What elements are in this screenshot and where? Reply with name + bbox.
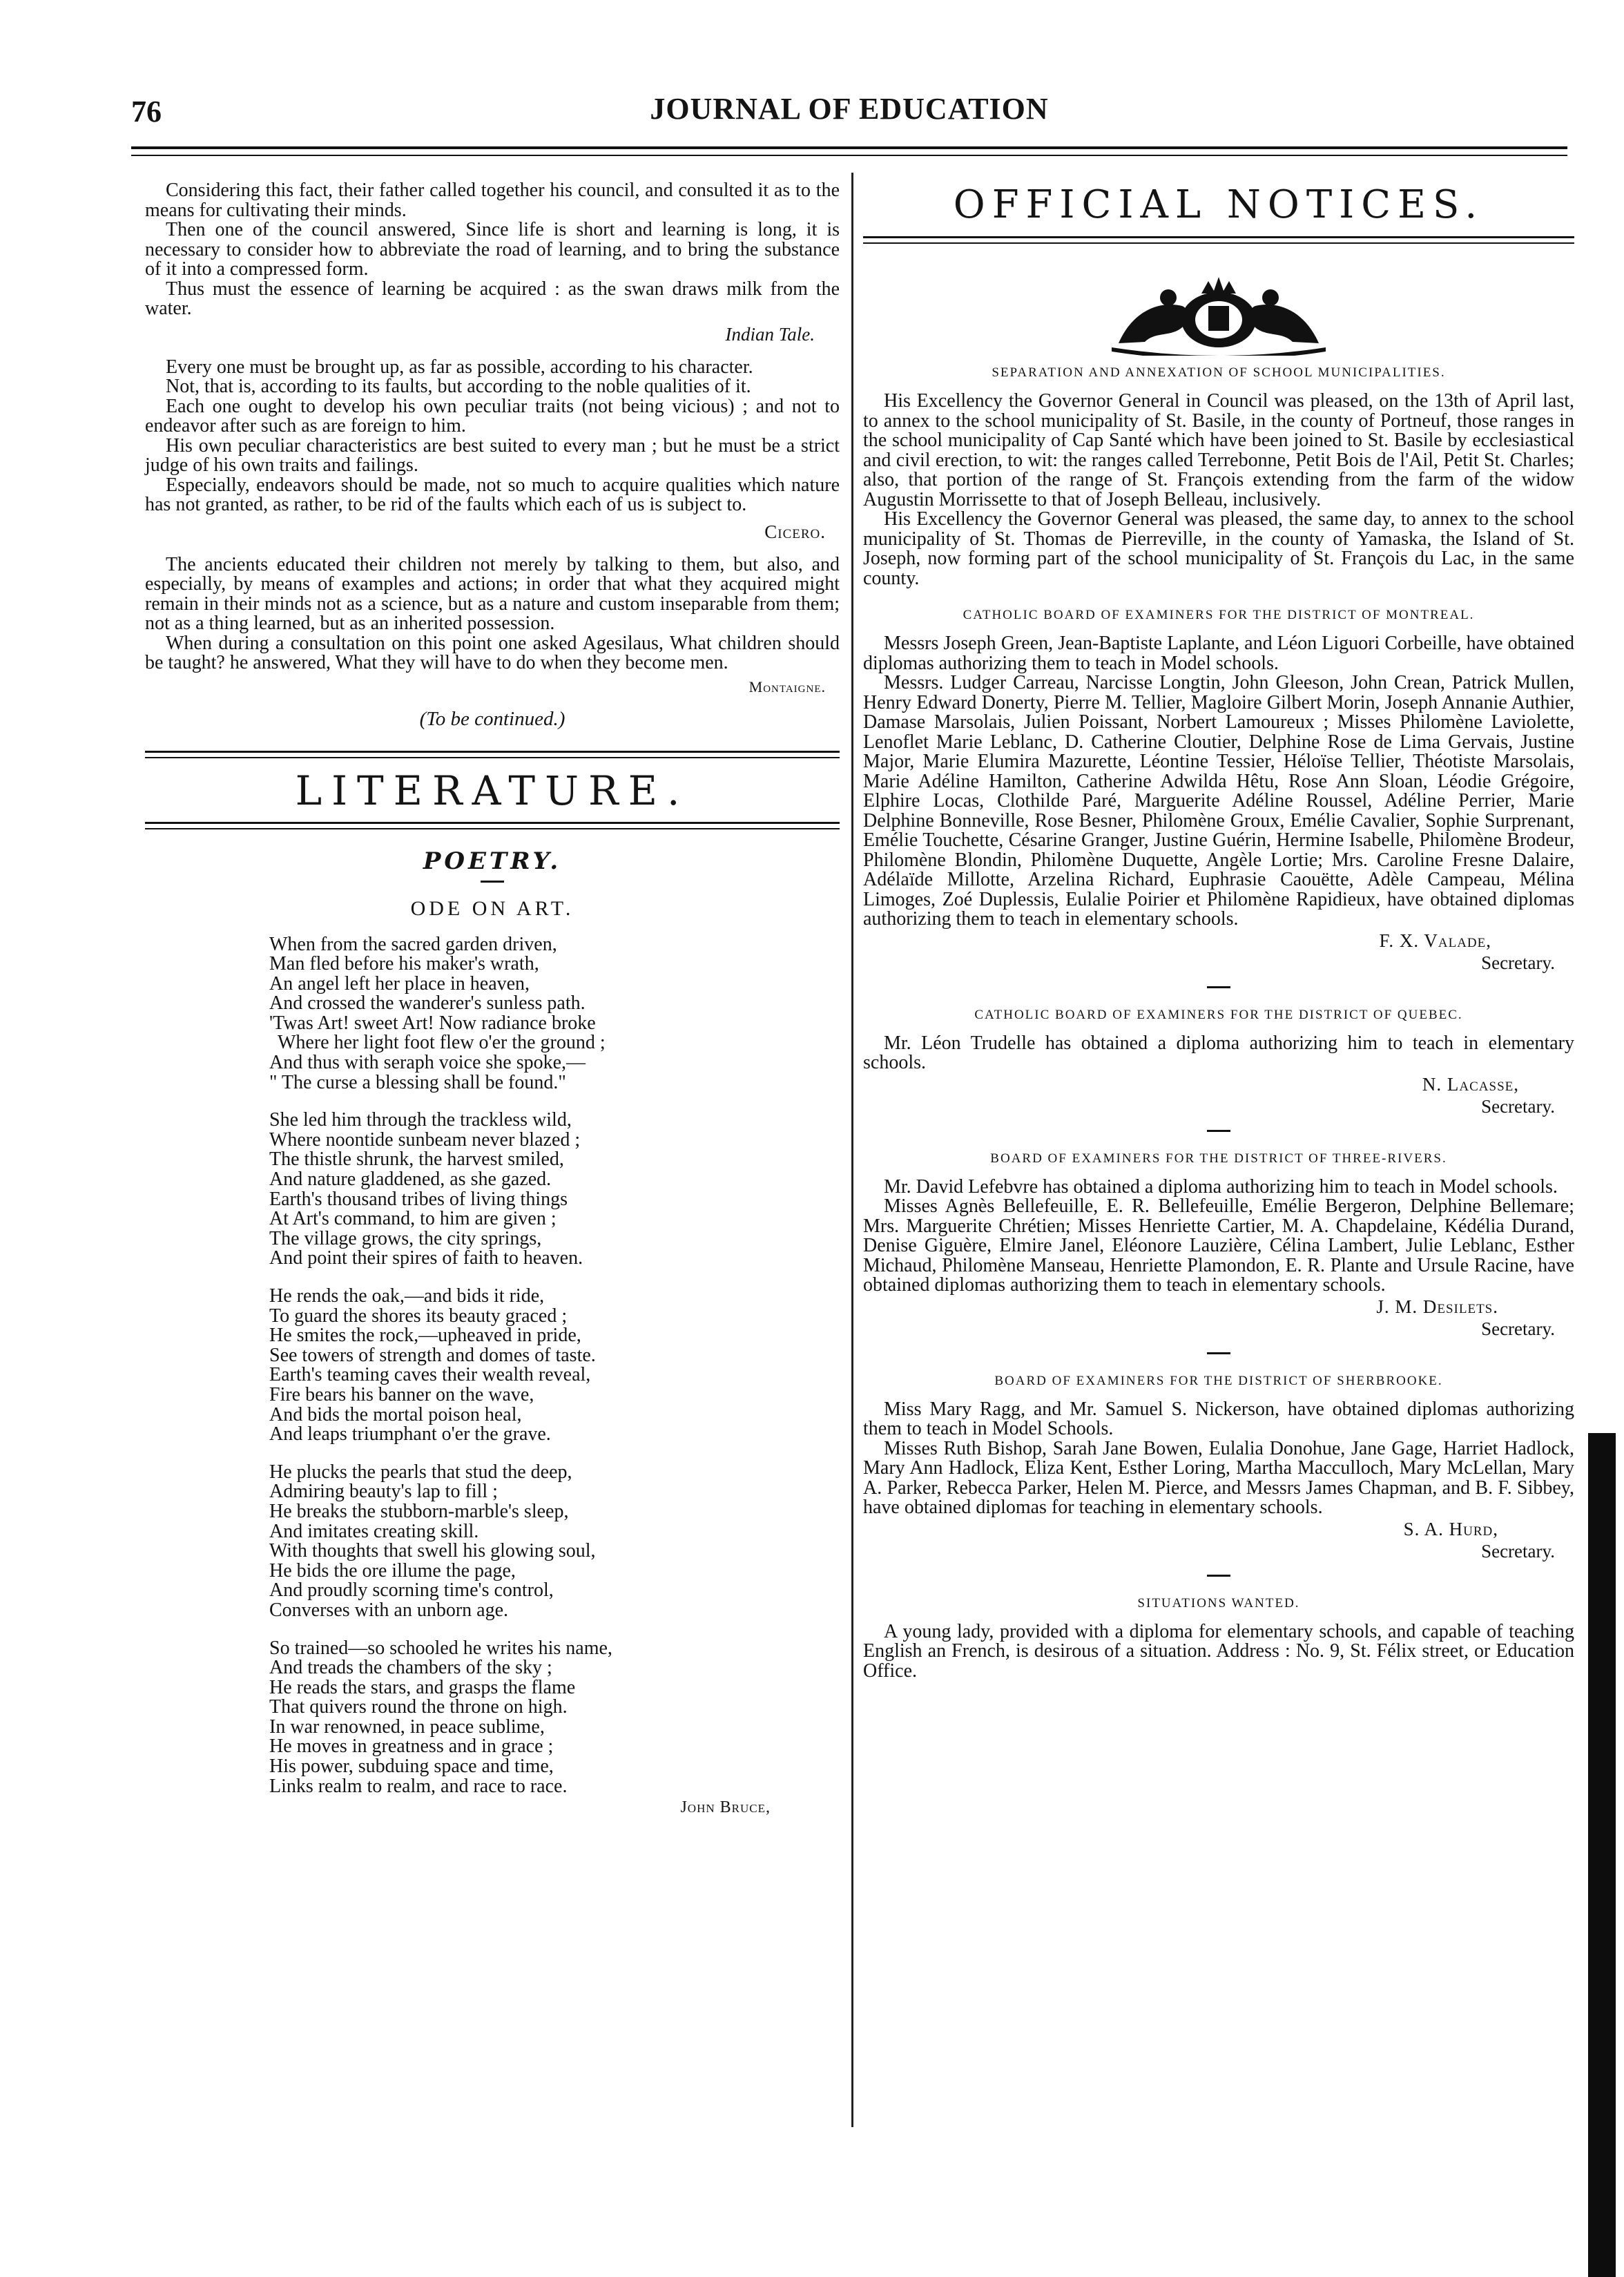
paragraph: His own peculiar characteristics are best suited to every man ; but he must be a strict judge of his own traits and failings. [145, 434, 840, 476]
secretary-name: S. A. Hurd, [1403, 1518, 1498, 1539]
paragraph: Thus must the essence of learning be acquired : as the swan draws milk from the water. [145, 278, 840, 319]
literature-rule-bottom [145, 822, 840, 824]
stanza-5 [269, 1639, 840, 1797]
page-edge-shadow [1588, 1433, 1616, 2277]
header-rule-bottom [131, 155, 1567, 156]
poem-line: In war renowned, in peace sublime, [269, 1716, 545, 1738]
notice-three-rivers [863, 1175, 1574, 1296]
poem-author: John Bruce, [680, 1798, 771, 1817]
notice-quebec [863, 1034, 1574, 1073]
poem-line: His power, subduing space and time, [269, 1756, 554, 1778]
text-block-c [145, 555, 840, 673]
literature-rule-top [145, 751, 840, 753]
poem-line: He smites the rock,—upheaved in pride, [269, 1325, 581, 1347]
secretary-role: Secretary. [1481, 952, 1555, 973]
poem-line: Earth's teaming caves their wealth reveal, [269, 1364, 591, 1386]
section-dash [1207, 1352, 1230, 1354]
poem-title: ODE ON ART. [410, 896, 574, 920]
paragraph: Miss Mary Ragg, and Mr. Samuel S. Nickerson, have obtained diplomas authorizing them to teach in Model Schools. [863, 1398, 1574, 1439]
poem-line: The village grows, the city springs, [269, 1227, 542, 1249]
paragraph: Messrs. Ludger Carreau, Narcisse Longtin, John Gleeson, John Crean, Patrick Mullen, Henry Edward Donerty, Pierre M. Tellier, Magloire Gilbert Morin, Joseph Annanie Authier, Damase Marsolais, Julien Poissant, Norbert Lamoureux ; Misses Philomène Laviolette, Lenoflet Marie Leblanc, D. Catherine Cloutier, Delphine Rose de Lima Gervais, Justine Major, Marie Elumira Mazurette, Léontine Tessier, Héloïse Tellier, Théotiste Marsolais, Marie Adéline Hamilton, Catherine Adwilda Hêtu, Rose Ann Sloan, Léodie Grégoire, Elphire Locas, Clothilde Paré, Marguerite Adéline Roussel, Adéline Perrier, Marie Delphine Bonneville, Rose Besner, Philomène Groux, Emélie Cavalier, Sophie Surprenant, Emélie Touchette, Césarine Granger, Justine Guérin, Hermine Isabelle, Philomène Brodeur, Philomène Blondin, Philomène Duquette, Angèle Lortie; Mrs. Caroline Fresne Dalaire, Adélaïde Millotte, Arzelina Richard, Euphrasie Caouëtte, Adèle Campeau, Mélina Limoges, Zoé Duplessis, Eulalie Poirier et Philomène Rapidieux, have obtained diplomas authorizing them to teach in elementary schools. [863, 672, 1574, 930]
poem-line: And nature gladdened, as she gazed. [269, 1169, 552, 1191]
paragraph: His Excellency the Governor General in Council was pleased, on the 13th of April last, to annex to the school municipality of St. Basile, in the county of Portneuf, those ranges in the school municipality of Cap Santé which have been joined to St. Basile by ecclesiastical and civil erection, to wit: the ranges called Terrebonne, Petit Bois de l'Ail, Petit St. Charles; also, that portion of the range of St. François extending from the farm of the widow Augustin Morrissette to that of Joseph Belleau, inclusively. [863, 390, 1574, 510]
header-rule-top [131, 146, 1567, 149]
section-title: CATHOLIC BOARD OF EXAMINERS FOR THE DISTRICT OF QUEBEC. [974, 1007, 1463, 1022]
poem-line: He breaks the stubborn-marble's sleep, [269, 1500, 569, 1522]
text-block-a [145, 181, 840, 319]
poem-line: And treads the chambers of the sky ; [269, 1657, 552, 1679]
paragraph: Each one ought to develop his own peculiar traits (not being vicious) ; and not to endeavor after such as are foreign to him. [145, 395, 840, 436]
section-title: SITUATIONS WANTED. [1137, 1595, 1300, 1611]
poem-line: An angel left her place in heaven, [269, 972, 530, 995]
poem-line: " The curse a blessing shall be found." [269, 1071, 566, 1093]
paragraph: His Excellency the Governor General was pleased, the same day, to annex to the school municipality of St. Thomas de Pierreville, in the county of Yamaska, the Island of St. Joseph, now forming part of the school municipality of St. François du Lac, in the same county. [863, 508, 1574, 589]
poem-line: And point their spires of faith to heaven. [269, 1247, 583, 1269]
poem-line: Where noontide sunbeam never blazed ; [269, 1128, 581, 1151]
poem-line: Links realm to realm, and race to race. [269, 1775, 568, 1797]
paragraph: Mr. Léon Trudelle has obtained a diploma authorizing him to teach in elementary schools. [863, 1032, 1574, 1073]
literature-heading: LITERATURE. [295, 767, 690, 814]
poem-line: And bids the mortal poison heal, [269, 1403, 522, 1425]
section-dash [1207, 986, 1230, 988]
poem-line: When from the sacred garden driven, [269, 933, 557, 955]
attribution-indian-tale: Indian Tale. [725, 323, 815, 345]
stanza-2 [269, 1111, 840, 1269]
journal-title: JOURNAL OF EDUCATION [650, 92, 1049, 126]
poem-line: He moves in greatness and in grace ; [269, 1736, 554, 1758]
royal-arms-emblem [1105, 266, 1333, 356]
notice-montreal [863, 634, 1574, 930]
attribution-cicero: Cicero. [764, 521, 826, 542]
notice-separation [863, 392, 1574, 588]
poem-line: He plucks the pearls that stud the deep, [269, 1461, 572, 1483]
left-column [145, 181, 840, 1818]
poetry-dash [481, 881, 504, 883]
poem-line: And thus with seraph voice she spoke,— [269, 1052, 586, 1074]
stanza-4 [269, 1463, 840, 1621]
paragraph: Messrs Joseph Green, Jean-Baptiste Laplante, and Léon Liguori Corbeille, have obtained diplomas authorizing them to teach in Model schools. [863, 633, 1574, 674]
secretary-name: J. M. Desilets. [1376, 1296, 1498, 1317]
secretary-role: Secretary. [1481, 1318, 1555, 1339]
poem-line: Converses with an unborn age. [269, 1599, 509, 1621]
notice-sherbrooke [863, 1400, 1574, 1518]
secretary-role: Secretary. [1481, 1540, 1555, 1562]
paragraph: A young lady, provided with a diploma for elementary schools, and capable of teaching English an French, is desirous of a situation. Address : No. 9, St. Félix street, or Education Office. [863, 1620, 1574, 1682]
official-notices-heading: OFFICIAL NOTICES. [953, 182, 1485, 227]
paragraph: Misses Ruth Bishop, Sarah Jane Bowen, Eulalia Donohue, Jane Gage, Harriet Hadlock, Mary Ann Hadlock, Eliza Kent, Esther Loring, Martha Macculloch, Mary McLellan, Mary A. Parker, Rebecca Parker, Helen M. Pierce, and Messrs James Chapman, and B. F. Sibbey, have obtained diplomas for teaching in elementary schools. [863, 1437, 1574, 1518]
stanza-1 [269, 935, 840, 1093]
poem-line: See towers of strength and domes of taste. [269, 1344, 596, 1366]
poem-body [269, 935, 840, 1797]
stanza-3 [269, 1287, 840, 1445]
paragraph: Especially, endeavors should be made, not so much to acquire qualities which nature has not granted, as rather, to be rid of the faults which each of us is subject to. [145, 474, 840, 515]
paragraph: The ancients educated their children not merely by talking to them, but also, and especially, by means of examples and actions; in order that what they acquired might remain in their minds not as a science, but as a nature and custom inseparable from them; not as a thing learned, but as an inherited possession. [145, 553, 840, 634]
paragraph: Every one must be brought up, as far as possible, according to his character. [166, 356, 753, 378]
poetry-heading: POETRY. [423, 847, 562, 875]
poem-line: 'Twas Art! sweet Art! Now radiance broke [269, 1012, 596, 1034]
poem-line: That quivers round the throne on high. [269, 1696, 568, 1718]
text-block-b [145, 358, 840, 515]
poem-line: Admiring beauty's lap to fill ; [269, 1481, 498, 1503]
poem-line: He reads the stars, and grasps the flame [269, 1676, 576, 1698]
section-dash [1207, 1130, 1230, 1132]
poem-line: And leaps triumphant o'er the grave. [269, 1423, 551, 1445]
section-title: CATHOLIC BOARD OF EXAMINERS FOR THE DISTRICT OF MONTREAL. [963, 608, 1475, 622]
notice-situations-wanted [863, 1622, 1574, 1682]
poem-line: Earth's thousand tribes of living things [269, 1188, 568, 1210]
paragraph: When during a consultation on this point one asked Agesilaus, What children should be taught? he answered, What they will have to do when they become men. [145, 632, 840, 673]
running-header [131, 88, 1567, 137]
section-title: BOARD OF EXAMINERS FOR THE DISTRICT OF THREE-RIVERS. [990, 1151, 1447, 1166]
paragraph: Then one of the council answered, Since life is short and learning is long, it is necessary to consider how to abbreviate the road of learning, and to bring the substance of it into a compressed form. [145, 219, 840, 280]
poem-line: To guard the shores its beauty graced ; [269, 1305, 568, 1327]
poem-line: And crossed the wanderer's sunless path. [269, 992, 586, 1015]
poem-line: And imitates creating skill. [269, 1520, 479, 1542]
page-number: 76 [131, 95, 162, 128]
paragraph: Considering this fact, their father called together his council, and consulted it as to the means for cultivating their minds. [145, 180, 840, 221]
poem-line: He rends the oak,—and bids it ride, [269, 1285, 545, 1307]
secretary-name: N. Lacasse, [1422, 1073, 1519, 1095]
attribution-montaigne: Montaigne. [748, 678, 826, 695]
paragraph: Mr. David Lefebvre has obtained a diploma authorizing him to teach in Model schools. [884, 1175, 1558, 1198]
poem-line: She led him through the trackless wild, [269, 1109, 572, 1131]
poem-line: Where her light foot flew o'er the ground ; [278, 1032, 606, 1054]
poem-line: He bids the ore illume the page, [269, 1559, 516, 1582]
paragraph: Not, that is, according to its faults, but according to the noble qualities of it. [166, 376, 751, 397]
section-title: SEPARATION AND ANNEXATION OF SCHOOL MUNICIPALITIES. [992, 365, 1446, 380]
right-column [863, 181, 1574, 1681]
poem-line: With thoughts that swell his glowing soul, [269, 1540, 596, 1562]
poem-line: Man fled before his maker's wrath, [269, 953, 539, 975]
coat-of-arms-icon [1105, 266, 1333, 356]
secretary-role: Secretary. [1481, 1095, 1555, 1117]
poem-line: Fire bears his banner on the wave, [269, 1383, 534, 1405]
poem-line: And proudly scorning time's control, [269, 1579, 554, 1602]
secretary-name: F. X. Valade, [1379, 930, 1491, 951]
section-title: BOARD OF EXAMINERS FOR THE DISTRICT OF SHERBROOKE. [994, 1373, 1443, 1388]
paragraph: Misses Agnès Bellefeuille, E. R. Bellefeuille, Emélie Bergeron, Delphine Bellemare; Mrs. Marguerite Chrétien; Misses Henriette Cartier, M. A. Chapdelaine, Kédélia Durand, Denise Giguère, Elmire Janel, Eléonore Lauzière, Célina Lambert, Julie Leblanc, Esther Michaud, Philomène Manseau, Henriette Plamondon, E. R. Plante and Ursule Racine, have obtained diplomas authorizing them to teach in elementary schools. [863, 1195, 1574, 1296]
section-dash [1207, 1575, 1230, 1577]
poem-line: So trained—so schooled he writes his name, [269, 1637, 612, 1659]
notices-rule [863, 236, 1574, 238]
poem-line: At Art's command, to him are given ; [269, 1208, 557, 1230]
continued-note: (To be continued.) [419, 707, 566, 730]
column-divider [851, 173, 853, 2127]
poem-line: The thistle shrunk, the harvest smiled, [269, 1149, 564, 1171]
